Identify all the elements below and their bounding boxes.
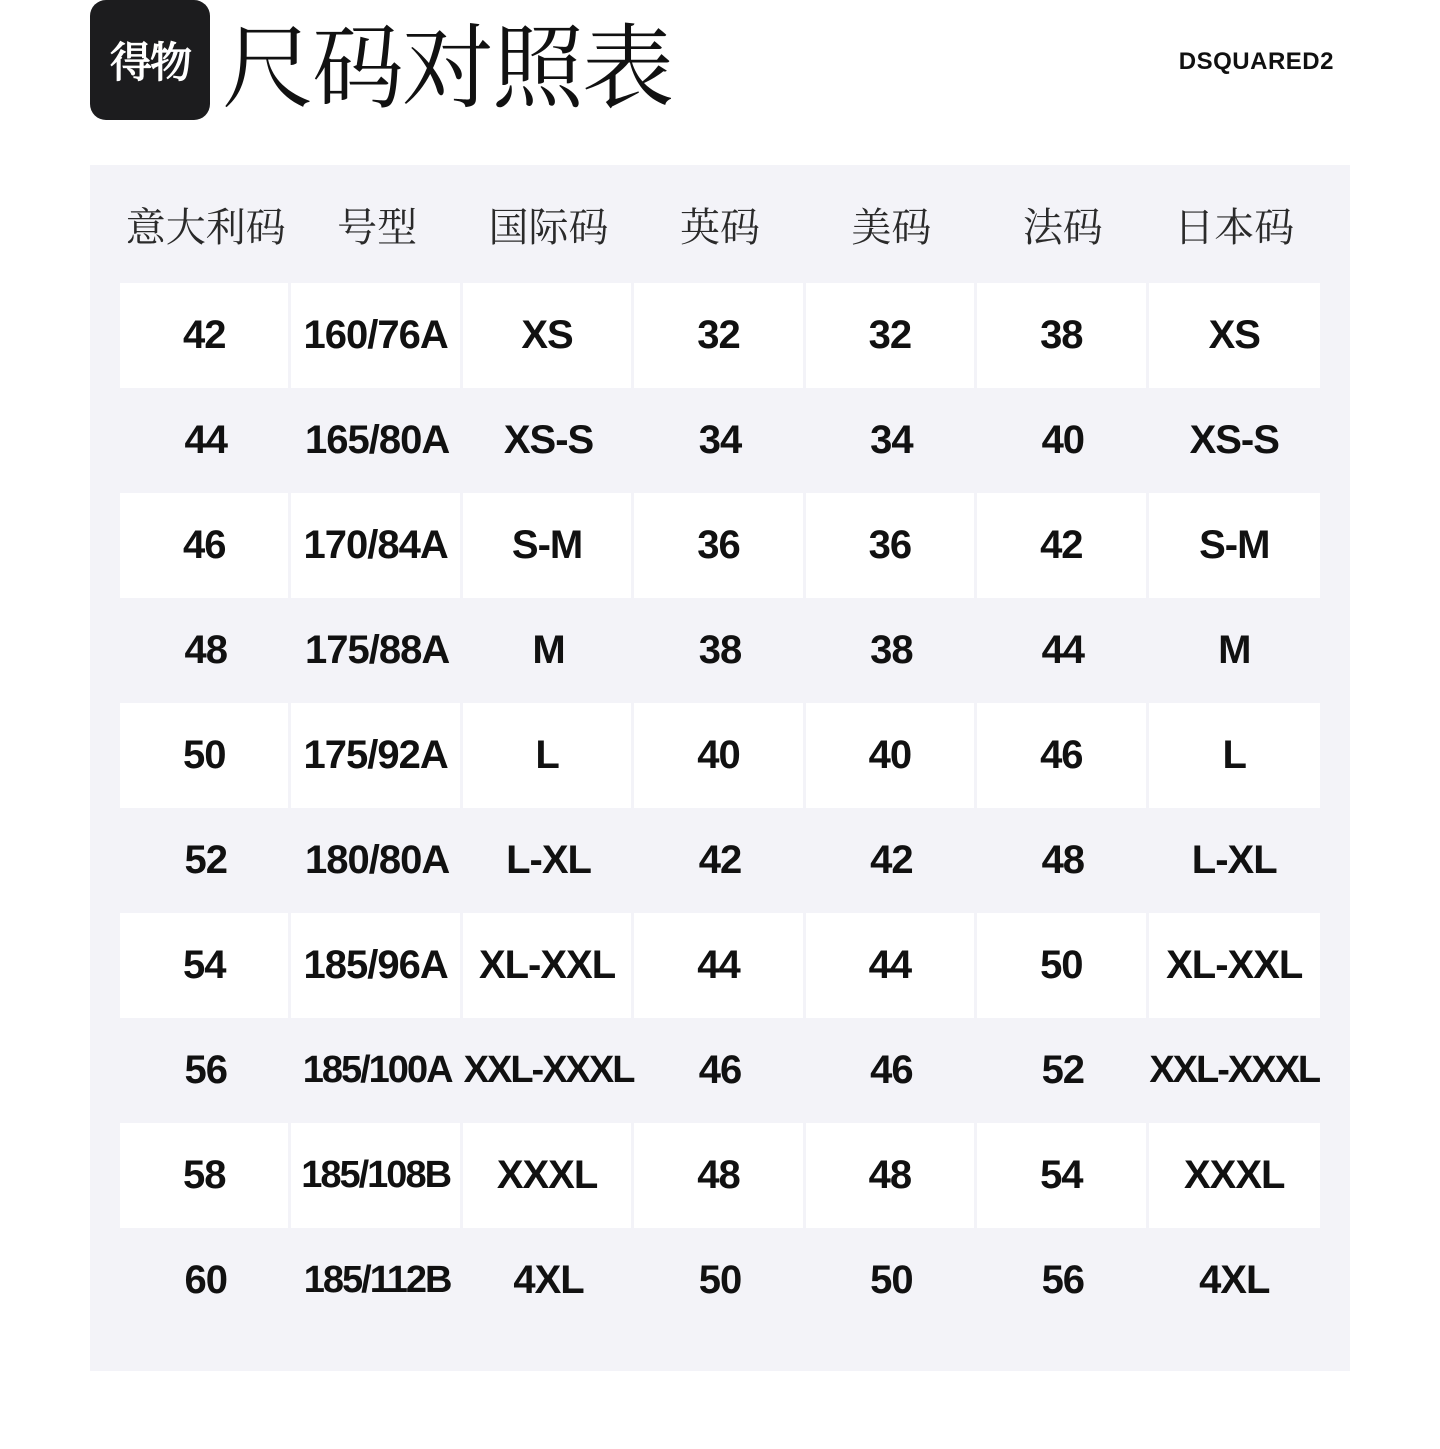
cell-italy: 42 [120, 283, 291, 388]
cell-italy: 44 [184, 418, 227, 462]
column-header-france: 法码 [1022, 204, 1103, 251]
cell-italy: 48 [184, 628, 227, 672]
cell-france: 54 [977, 1123, 1148, 1228]
cell-italy: 46 [120, 493, 291, 598]
cell-japan: XXL-XXXL [1149, 1049, 1320, 1091]
table-row [120, 808, 1320, 913]
cell-international: XS-S [503, 418, 594, 462]
column-header-japan: 日本码 [1174, 204, 1295, 251]
cell-international: S-M [463, 493, 634, 598]
table-row [120, 283, 1320, 388]
cell-japan: XXXL [1149, 1123, 1320, 1228]
table-row [120, 388, 1320, 493]
cell-italy: 50 [120, 703, 291, 808]
cell-international: L [463, 703, 634, 808]
cell-size-type: 165/80A [305, 418, 450, 462]
cell-us: 42 [870, 838, 913, 882]
cell-italy: 56 [184, 1048, 227, 1092]
cell-us: 44 [806, 913, 977, 1018]
cell-us: 34 [870, 418, 913, 462]
cell-us: 46 [870, 1048, 913, 1092]
cell-uk: 50 [698, 1258, 742, 1302]
cell-france: 52 [1041, 1048, 1085, 1092]
cell-france: 38 [977, 283, 1148, 388]
cell-japan: XS-S [1189, 418, 1279, 462]
cell-size-type: 185/112B [303, 1259, 451, 1301]
cell-uk: 46 [698, 1048, 742, 1092]
cell-japan: XL-XXL [1149, 913, 1320, 1018]
table-row [120, 598, 1320, 703]
cell-japan: XS [1149, 283, 1320, 388]
table-row [120, 1123, 1320, 1228]
cell-uk: 38 [698, 628, 742, 672]
cell-size-type: 170/84A [291, 493, 462, 598]
size-chart-panel [90, 165, 1350, 1371]
dewu-logo [90, 0, 210, 120]
cell-us: 50 [870, 1258, 913, 1302]
cell-japan: L-XL [1191, 838, 1277, 882]
cell-uk: 44 [634, 913, 805, 1018]
cell-japan: 4XL [1199, 1258, 1270, 1302]
brand-name: DSQUARED2 [1178, 48, 1334, 75]
page-title: 尺码对照表 [222, 15, 673, 122]
cell-us: 48 [806, 1123, 977, 1228]
cell-international: XL-XXL [463, 913, 634, 1018]
table-header [120, 165, 1320, 283]
cell-france: 40 [1041, 418, 1085, 462]
column-header-uk: 英码 [679, 204, 760, 251]
column-header-size-type: 号型 [337, 204, 418, 251]
table-body [120, 283, 1320, 1333]
cell-france: 46 [977, 703, 1148, 808]
cell-size-type: 175/92A [291, 703, 462, 808]
cell-uk: 34 [698, 418, 742, 462]
table-row [120, 1228, 1320, 1333]
cell-italy: 54 [120, 913, 291, 1018]
column-header-italy: 意大利码 [125, 204, 286, 251]
logo-text: 得物 [109, 38, 190, 87]
cell-international: XXXL [463, 1123, 634, 1228]
cell-france: 42 [977, 493, 1148, 598]
cell-us: 32 [806, 283, 977, 388]
table-row [120, 493, 1320, 598]
cell-france: 50 [977, 913, 1148, 1018]
cell-italy: 60 [184, 1258, 227, 1302]
cell-france: 56 [1041, 1258, 1085, 1302]
cell-international: 4XL [513, 1258, 584, 1302]
cell-uk: 42 [698, 838, 742, 882]
cell-size-type: 160/76A [291, 283, 462, 388]
cell-us: 36 [806, 493, 977, 598]
cell-size-type: 185/108B [291, 1123, 462, 1228]
cell-uk: 32 [634, 283, 805, 388]
cell-international: XXL-XXXL [463, 1049, 634, 1091]
column-header-us: 美码 [851, 204, 932, 251]
cell-size-type: 185/96A [291, 913, 462, 1018]
cell-international: XS [463, 283, 634, 388]
cell-uk: 40 [634, 703, 805, 808]
cell-italy: 58 [120, 1123, 291, 1228]
cell-japan: S-M [1149, 493, 1320, 598]
cell-france: 44 [1041, 628, 1085, 672]
column-header-international: 国际码 [488, 204, 609, 251]
cell-size-type: 185/100A [302, 1049, 452, 1091]
cell-uk: 48 [634, 1123, 805, 1228]
table-row [120, 703, 1320, 808]
cell-us: 40 [806, 703, 977, 808]
cell-france: 48 [1041, 838, 1085, 882]
cell-us: 38 [870, 628, 913, 672]
cell-size-type: 180/80A [305, 838, 450, 882]
cell-international: L-XL [506, 838, 591, 882]
cell-japan: M [1218, 628, 1251, 672]
table-row [120, 913, 1320, 1018]
cell-size-type: 175/88A [305, 628, 450, 672]
cell-uk: 36 [634, 493, 805, 598]
cell-japan: L [1149, 703, 1320, 808]
table-row [120, 1018, 1320, 1123]
cell-international: M [532, 628, 565, 672]
cell-italy: 52 [184, 838, 227, 882]
